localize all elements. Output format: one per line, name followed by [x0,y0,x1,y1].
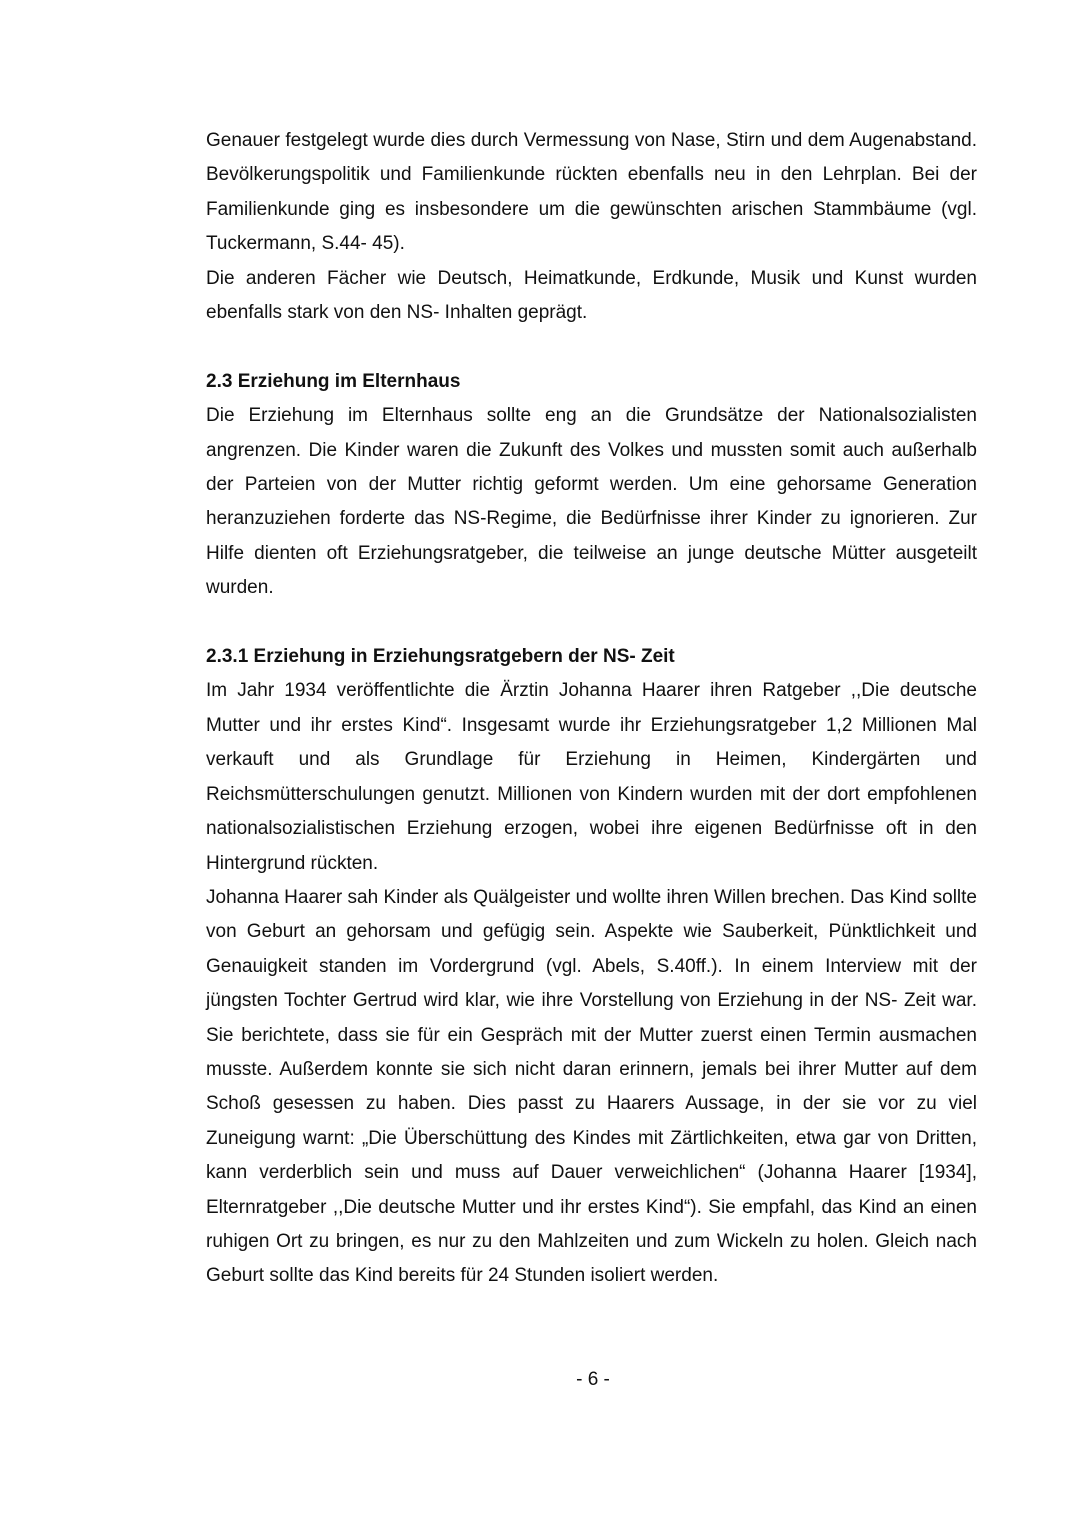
section-2-3-1-paragraph: Im Jahr 1934 veröffentlichte die Ärztin Johanna Haarer ihren Ratgeber ,,Die deutsche Mutter und ihr erstes Kind“. Insgesamt wurde ihr Erziehungsratgeber 1,2 Millionen Mal verkauft und als Grundlage für Erziehung in Heimen, Kindergärten und Reichsmütterschulungen genutzt. Millionen von Kindern wurden mit der dort empfohlenen nationalsozialistischen Erziehung erzogen, wobei ihre eigenen Bedürfnisse oft in den Hintergrund rückten. [206,680,977,874]
section-spacer [206,330,977,364]
page-number: - 6 - [576,1369,610,1390]
page-content [206,124,977,1294]
section-heading-2-3: 2.3 Erziehung im Elternhaus [206,370,461,392]
section-2-3-1-paragraph: Johanna Haarer sah Kinder als Quälgeister und wollte ihren Willen brechen. Das Kind sollte von Geburt an gehorsam und gefügig sein. Aspekte wie Sauberkeit, Pünktlichkeit und Genauigkeit standen im Vordergrund (vgl. Abels, S.40ff.). In einem Interview mit der jüngsten Tochter Gertrud wird klar, wie ihre Vorstellung von Erziehung in der NS- Zeit war. Sie berichtete, dass sie für ein Gespräch mit der Mutter zuerst einen Termin ausmachen musste. Außerdem konnte sie sich nicht daran erinnern, jemals bei ihrer Mutter auf dem Schoß gesessen zu haben. Dies passt zu Haarers Aussage, in der sie vor zu viel Zuneigung warnt: „Die Überschüttung des Kindes mit Zärtlichkeiten, etwa gar von Dritten, kann verderblich sein und muss auf Dauer verweichlichen“ (Johanna Haarer [1934], Elternratgeber ,,Die deutsche Mutter und ihr erstes Kind“). Sie empfahl, das Kind an einen ruhigen Ort zu bringen, es nur zu den Mahlzeiten und zum Wickeln zu holen. Gleich nach Geburt sollte das Kind bereits für 24 Stunden isoliert werden. [206,886,977,1287]
section-heading-2-3-1: 2.3.1 Erziehung in Erziehungsratgebern der NS- Zeit [206,646,675,668]
intro-paragraph: Genauer festgelegt wurde dies durch Vermessung von Nase, Stirn und dem Augenabstand. Bevölkerungspolitik und Familienkunde rückten ebenfalls neu in den Lehrplan. Bei der Familienkunde ging es insbesondere um die gewünschten arischen Stammbäume (vgl. Tuckermann, S.44- 45). [206,130,977,255]
section-spacer [206,606,977,640]
intro-paragraph: Die anderen Fächer wie Deutsch, Heimatkunde, Erdkunde, Musik und Kunst wurden ebenfalls stark von den NS- Inhalten geprägt. [206,267,977,324]
section-2-3-paragraph: Die Erziehung im Elternhaus sollte eng an die Grundsätze der Nationalsozialisten angrenzen. Die Kinder waren die Zukunft des Volkes und mussten somit auch außerhalb der Parteien von der Mutter richtig geformt werden. Um eine gehorsame Generation heranzuziehen forderte das NS-Regime, die Bedürfnisse ihrer Kinder zu ignorieren. Zur Hilfe dienten oft Erziehungsratgeber, die teilweise an junge deutsche Mütter ausgeteilt wurden. [206,405,977,599]
